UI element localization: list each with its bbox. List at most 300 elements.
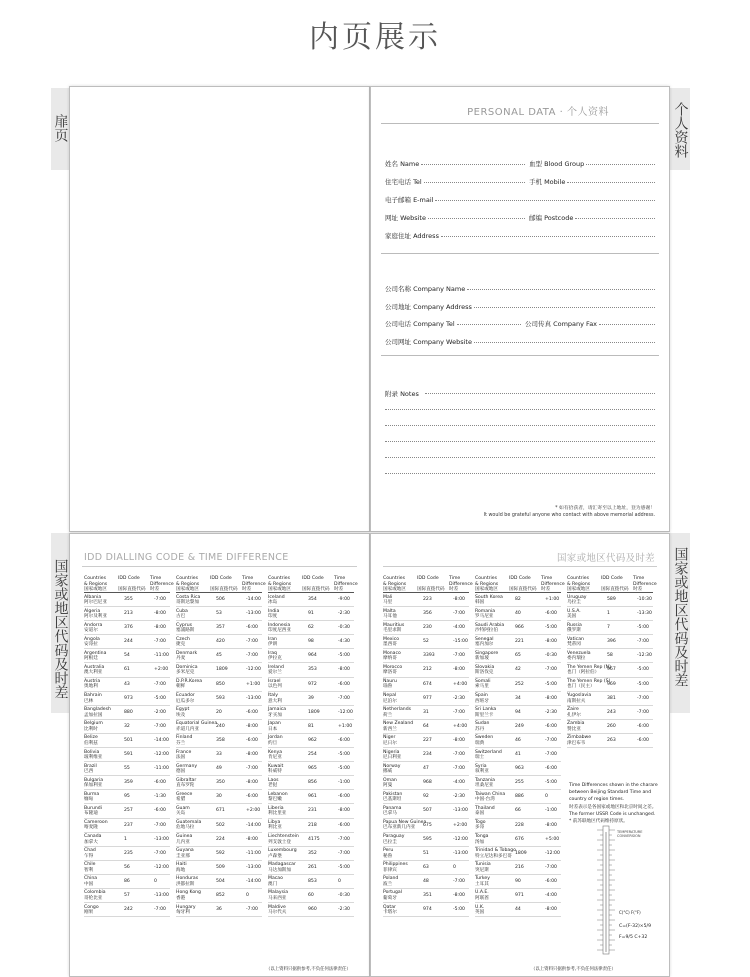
field-label: 公司电话 Company Tel: [385, 320, 455, 328]
idd-title: 国家或地区代码及时差: [556, 553, 655, 564]
idd-code: 47: [423, 766, 429, 772]
idd-code: 98: [308, 639, 314, 645]
header-idd-cn: 国际直拨代码: [417, 587, 445, 592]
country-name: Congo: [84, 904, 99, 910]
time-difference: -8:00: [338, 808, 350, 814]
country-name-cn: 葡萄牙: [383, 895, 397, 901]
time-difference: -2:30: [338, 611, 350, 617]
time-difference: -7:00: [453, 878, 465, 884]
country-name-cn: 阿曼: [383, 783, 393, 789]
table-row: [383, 790, 469, 804]
table-row: [84, 649, 170, 663]
time-difference: -7:00: [154, 907, 166, 913]
idd-code: 257: [124, 808, 133, 814]
time-difference: -6:00: [246, 709, 258, 715]
field-input-line[interactable]: [428, 218, 525, 219]
side-tab-label: 个人资料: [672, 102, 689, 158]
idd-code: 52: [423, 639, 429, 645]
time-difference: -7:00: [545, 737, 557, 743]
idd-code: 359: [124, 780, 133, 786]
table-row: [475, 734, 561, 748]
idd-code: 4175: [308, 836, 320, 842]
table-row: [567, 593, 653, 607]
country-name-cn: 巴基斯坦: [383, 797, 402, 803]
idd-code: 243: [607, 709, 616, 715]
field-label: 公司地址 Company Address: [385, 302, 472, 311]
idd-code: 212: [423, 667, 432, 673]
time-difference: -5:00: [338, 653, 350, 659]
table-row: [84, 748, 170, 762]
time-difference: -6:00: [545, 723, 557, 729]
country-name: Honduras: [176, 876, 199, 882]
field-input-line[interactable]: [474, 307, 655, 308]
country-name-cn: 梵蒂冈: [567, 642, 581, 648]
country-name-cn: 摩纳哥: [383, 656, 397, 662]
field-input-line[interactable]: [421, 164, 525, 165]
country-name-cn: 马耳他: [383, 614, 397, 619]
idd-code: 353: [308, 667, 317, 673]
table-row: [475, 692, 561, 706]
idd-code: 592: [216, 850, 225, 856]
idd-code: 235: [124, 850, 133, 856]
country-name: Jordan: [268, 735, 283, 741]
table-row: [475, 847, 561, 861]
table-row: [567, 678, 653, 692]
header-countries: Countries: [176, 576, 199, 581]
header-idd: IDD Code: [417, 576, 439, 581]
time-difference: -0:30: [338, 892, 350, 898]
time-difference: -5:00: [154, 695, 166, 701]
country-name: Bahrain: [84, 693, 102, 699]
time-difference: 0: [154, 878, 157, 884]
time-difference: -1:30: [154, 794, 166, 800]
country-name-cn: 菲律宾: [383, 867, 397, 873]
idd-code: 502: [216, 822, 225, 828]
table-row: [475, 621, 561, 635]
table-row: [268, 790, 354, 804]
time-difference: -2:30: [545, 709, 557, 715]
time-difference: -1:00: [338, 780, 350, 786]
time-difference: -7:00: [338, 836, 350, 842]
country-name-cn: 巴拿马: [383, 811, 397, 817]
idd-code: 972: [308, 681, 317, 687]
country-name: Senegal: [475, 636, 494, 642]
time-difference: -7:00: [637, 709, 649, 715]
idd-column: [268, 576, 358, 917]
table-row: [176, 790, 262, 804]
field-input-line[interactable]: [424, 182, 525, 183]
header-time-cn: 时差: [242, 587, 252, 592]
idd-code: 65: [515, 653, 521, 659]
idd-code: 968: [423, 780, 432, 786]
country-name: Cyprus: [176, 622, 193, 628]
country-name: Equatorial Guinea: [176, 721, 218, 727]
time-difference: -5:00: [338, 766, 350, 772]
thermometer: [569, 824, 659, 964]
country-name-cn: 秘鲁: [383, 853, 393, 859]
time-difference: -6:00: [338, 794, 350, 800]
time-difference: -6:00: [338, 737, 350, 743]
time-difference: -8:00: [545, 695, 557, 701]
table-row: [268, 748, 354, 762]
time-difference: +2:00: [154, 667, 169, 673]
idd-code: 92: [423, 794, 429, 800]
country-name-cn: 特立尼达和多巴哥: [475, 853, 512, 859]
country-name-cn: 芬兰: [176, 740, 186, 746]
time-difference: -5:00: [545, 780, 557, 786]
table-row: [84, 889, 170, 903]
side-tab-idd-left: [51, 533, 69, 713]
country-name-cn: 圭亚那: [176, 853, 190, 859]
time-difference: -12:00: [338, 709, 353, 715]
divider: [82, 566, 357, 567]
time-difference: -13:00: [246, 695, 261, 701]
time-difference: -14:00: [246, 597, 261, 602]
idd-code: 218: [308, 822, 317, 828]
footer-note: [484, 505, 655, 519]
time-difference: -7:00: [338, 695, 350, 701]
field-input-line[interactable]: [586, 164, 655, 165]
table-row: [567, 734, 653, 748]
country-name: Sri Lanka: [475, 707, 497, 713]
country-name-cn: 汤加: [475, 839, 485, 845]
header-idd-cn: 国际直拨代码: [118, 587, 146, 592]
table-row: [84, 903, 170, 917]
title-page: [69, 86, 370, 532]
country-name-cn: 也门（民主）: [567, 684, 595, 690]
time-difference: -7:00: [453, 766, 465, 772]
country-name: Monaco: [383, 650, 401, 656]
time-difference: -8:00: [545, 822, 557, 828]
idd-code: 36: [216, 907, 222, 913]
column-header: [567, 576, 657, 593]
header-regions: & Regions: [84, 581, 108, 587]
side-tab-label: 扉页: [52, 114, 69, 142]
time-difference: 0: [453, 864, 456, 870]
country-name: Indonesia: [268, 622, 291, 628]
table-row: [268, 621, 354, 635]
country-name-cn: 朝鲜: [176, 684, 186, 690]
header-diff: Difference: [449, 581, 473, 587]
country-name-cn: 多哥: [475, 825, 485, 831]
header-diff: Difference: [242, 581, 266, 587]
time-difference: -2:30: [453, 695, 465, 701]
table-row: [268, 847, 354, 861]
country-name-cn: 委内瑞拉: [567, 656, 586, 662]
header-regions: & Regions: [383, 581, 407, 587]
country-name: Haiti: [176, 862, 187, 868]
country-name: The Yemen Rep (N): [567, 664, 611, 670]
table-row: [567, 649, 653, 663]
idd-code: 82: [515, 597, 521, 602]
field-label: 姓名 Name: [385, 160, 420, 168]
table-row: [84, 847, 170, 861]
table-row: [176, 748, 262, 762]
time-difference: -5:00: [637, 625, 649, 631]
notes-line: [385, 425, 655, 426]
time-difference: -15:00: [453, 639, 468, 645]
country-name-cn: 巴拉圭: [383, 839, 397, 845]
time-difference: -11:00: [154, 766, 169, 772]
idd-code: 86: [124, 878, 130, 884]
personal-data-title: PERSONAL DATA · 个人资料: [467, 107, 609, 118]
field-input-line[interactable]: [575, 218, 655, 219]
table-row: [268, 649, 354, 663]
idd-code: 94: [515, 709, 521, 715]
field-label: 网址 Website: [385, 214, 426, 222]
table-row: [268, 692, 354, 706]
country-name-cn: 关岛: [176, 811, 186, 817]
time-difference: -7:00: [453, 611, 465, 617]
idd-code: 963: [515, 766, 524, 772]
header-diff: Difference: [633, 581, 657, 587]
table-row: [475, 593, 561, 607]
idd-code: 254: [308, 752, 317, 758]
country-name: Tanzania: [475, 777, 496, 783]
time-difference: -5:00: [338, 864, 350, 870]
country-name: Zimbabwe: [567, 735, 592, 741]
idd-title: IDD DIALLING CODE & TIME DIFFERENCE: [84, 552, 289, 563]
header-countries: Countries: [475, 576, 498, 581]
country-name: Ireland: [268, 664, 284, 670]
header-idd-cn: 国际直拨代码: [302, 587, 330, 592]
field-input-line[interactable]: [474, 342, 655, 343]
country-name-cn: 意大利: [268, 698, 282, 704]
country-name-cn: 阿根廷: [84, 656, 98, 662]
country-name-cn: 尼泊尔: [383, 698, 397, 704]
country-name-cn: 冰岛: [268, 599, 278, 605]
table-row: [475, 861, 561, 875]
header-diff: Difference: [541, 581, 565, 587]
field-input-line[interactable]: [599, 324, 655, 325]
country-name: Algeria: [84, 608, 101, 614]
table-row: [383, 593, 469, 607]
table-row: [176, 889, 262, 903]
field-input-line[interactable]: [441, 236, 655, 237]
idd-code: 350: [216, 780, 225, 786]
country-name-cn: 德国: [176, 769, 186, 775]
country-name-cn: 突尼斯: [475, 867, 489, 873]
time-difference: -7:00: [246, 766, 258, 772]
country-name: U.A.E.: [475, 890, 489, 896]
country-name: Chile: [84, 862, 96, 868]
country-name: China: [84, 876, 98, 882]
field-label: 公司名称 Company Name: [385, 285, 466, 293]
table-row: [383, 903, 469, 917]
idd-code: 376: [124, 625, 133, 631]
country-name-cn: 丹麦: [176, 656, 186, 662]
idd-code: 589: [607, 597, 616, 602]
country-name-cn: 爱尔兰: [268, 670, 282, 676]
time-difference: -7:00: [545, 667, 557, 673]
side-tab-label: 国家或地区代码及时差: [672, 547, 689, 687]
country-name-cn: 瑞典: [475, 740, 485, 746]
country-name: Iceland: [268, 594, 285, 600]
time-difference: -13:00: [246, 864, 261, 870]
country-name: Burma: [84, 791, 100, 797]
time-difference: -8:00: [338, 667, 350, 673]
time-difference: -12:00: [154, 752, 169, 758]
country-name-cn: 挪威: [383, 769, 393, 775]
country-name-cn: 塞内加尔: [475, 642, 494, 648]
country-name-cn: 印度: [268, 614, 278, 619]
table-row: [176, 762, 262, 776]
country-name-cn: 几内亚: [176, 839, 190, 845]
header-diff: Difference: [334, 581, 358, 587]
time-difference: -6:00: [246, 737, 258, 743]
table-row: [383, 748, 469, 762]
country-name: Norway: [383, 763, 401, 769]
header-idd: IDD Code: [509, 576, 531, 581]
idd-code: 964: [308, 653, 317, 659]
idd-code: 351: [423, 892, 432, 898]
field-input-line[interactable]: [467, 289, 655, 290]
table-row: [268, 762, 354, 776]
country-name: Portugal: [383, 890, 403, 896]
table-row: [268, 861, 354, 875]
table-row: [475, 706, 561, 720]
field-input-line[interactable]: [567, 182, 655, 183]
time-difference: -14:00: [154, 737, 169, 743]
country-name: Romania: [475, 608, 496, 614]
table-row: [383, 720, 469, 734]
table-row: [84, 734, 170, 748]
country-name-cn: 伯利兹: [84, 740, 98, 746]
country-name: Singapore: [475, 650, 499, 656]
header-countries: Countries: [268, 576, 291, 581]
idd-code: 227: [423, 737, 432, 743]
idd-code: 509: [216, 864, 225, 870]
country-name: Vatican: [567, 636, 584, 642]
country-name-cn: 奥地利: [84, 684, 98, 690]
header-idd-cn: 国际直拨代码: [509, 587, 537, 592]
table-row: [84, 861, 170, 875]
country-name: Togo: [475, 820, 486, 825]
country-name-cn: 捷克: [176, 642, 186, 648]
header-idd: IDD Code: [210, 576, 232, 581]
table-row: [475, 776, 561, 790]
table-row: [84, 621, 170, 635]
country-name: Brazil: [84, 763, 97, 769]
idd-code: 43: [124, 681, 130, 687]
idd-column: [567, 576, 657, 748]
table-row: [268, 819, 354, 833]
idd-code: 31: [423, 709, 429, 715]
table-row: [84, 776, 170, 790]
country-name-cn: 新西兰: [383, 726, 397, 732]
time-difference: -6:00: [637, 737, 649, 743]
header-time-cn: 时差: [150, 587, 160, 592]
time-difference: -12:00: [453, 836, 468, 842]
country-name-cn: 比利时: [84, 726, 98, 732]
country-name: Denmark: [176, 650, 198, 656]
table-row: [383, 833, 469, 847]
time-difference: -7:00: [453, 653, 465, 659]
country-name-cn: 埃及: [176, 712, 186, 718]
idd-code: 853: [308, 878, 317, 884]
table-row: [383, 847, 469, 861]
table-row: [176, 804, 262, 818]
header-idd-cn: 国际直拨代码: [210, 587, 238, 592]
idd-code: 1: [607, 611, 610, 617]
country-name: Qatar: [383, 904, 396, 910]
country-name-cn: 新加坡: [475, 656, 489, 662]
field-input-line[interactable]: [457, 324, 521, 325]
country-name-cn: 巴林: [84, 698, 94, 704]
country-name-cn: 伊拉克: [268, 656, 282, 662]
table-row: [475, 748, 561, 762]
country-name: Colombia: [84, 890, 106, 896]
idd-code: 60: [308, 892, 314, 898]
country-name-cn: 印度尼西亚: [268, 628, 291, 634]
time-difference: -6:00: [545, 611, 557, 617]
idd-code: 249: [515, 723, 524, 729]
country-name: Yugoslavia: [567, 693, 592, 699]
time-difference: -8:00: [453, 892, 465, 898]
table-row: [268, 875, 354, 889]
time-difference: -6:00: [338, 681, 350, 687]
table-row: [475, 889, 561, 903]
header-countries: Countries: [567, 576, 590, 581]
table-row: [567, 621, 653, 635]
country-name-cn: 马里: [383, 599, 393, 605]
country-name-cn: 巴布亚新几内亚: [383, 825, 416, 831]
table-row: [475, 649, 561, 663]
country-name: Niger: [383, 735, 396, 741]
country-name-cn: 卡塔尔: [383, 909, 397, 915]
idd-code: 252: [515, 681, 524, 687]
table-row: [84, 790, 170, 804]
notes-line: [385, 409, 655, 410]
divider: [383, 566, 657, 567]
country-name-cn: 厄瓜多尔: [176, 698, 195, 704]
country-name-cn: 加拿大: [84, 839, 98, 845]
notes-line: [385, 473, 655, 474]
country-name-cn: 乌拉圭: [567, 599, 581, 605]
country-name-cn: 日本: [268, 726, 278, 732]
field-input-line[interactable]: [435, 200, 655, 201]
table-row: [176, 607, 262, 621]
country-name-cn: 索马里: [475, 684, 489, 690]
country-name: Laos: [268, 777, 279, 783]
country-name: Oman: [383, 777, 397, 783]
time-difference: -7:00: [246, 907, 258, 913]
idd-code: 237: [124, 822, 133, 828]
country-name-cn: 多米尼克: [176, 670, 195, 676]
column-header: [383, 576, 473, 593]
table-row: [176, 847, 262, 861]
formula-labels: C(°C) F(°F): [619, 910, 641, 915]
country-name: France: [176, 749, 192, 755]
country-name: Poland: [383, 876, 399, 882]
time-difference: 0: [246, 892, 249, 898]
country-name: Japan: [268, 721, 281, 727]
table-row: [176, 593, 262, 607]
table-row: [176, 875, 262, 889]
idd-code: 33: [216, 752, 222, 758]
header-time-cn: 时差: [334, 587, 344, 592]
time-difference: -8:00: [246, 836, 258, 842]
country-name-cn: 也门（阿拉伯）: [567, 670, 600, 676]
time-difference: -6:00: [545, 766, 557, 772]
time-difference: -7:00: [154, 639, 166, 645]
country-name-cn: 罗马尼亚: [475, 614, 494, 619]
table-row: [268, 635, 354, 649]
idd-code: 51: [423, 850, 429, 856]
country-name: The Yemen Rep (S): [567, 679, 611, 685]
country-name: Czech: [176, 636, 190, 642]
table-row: [84, 663, 170, 677]
